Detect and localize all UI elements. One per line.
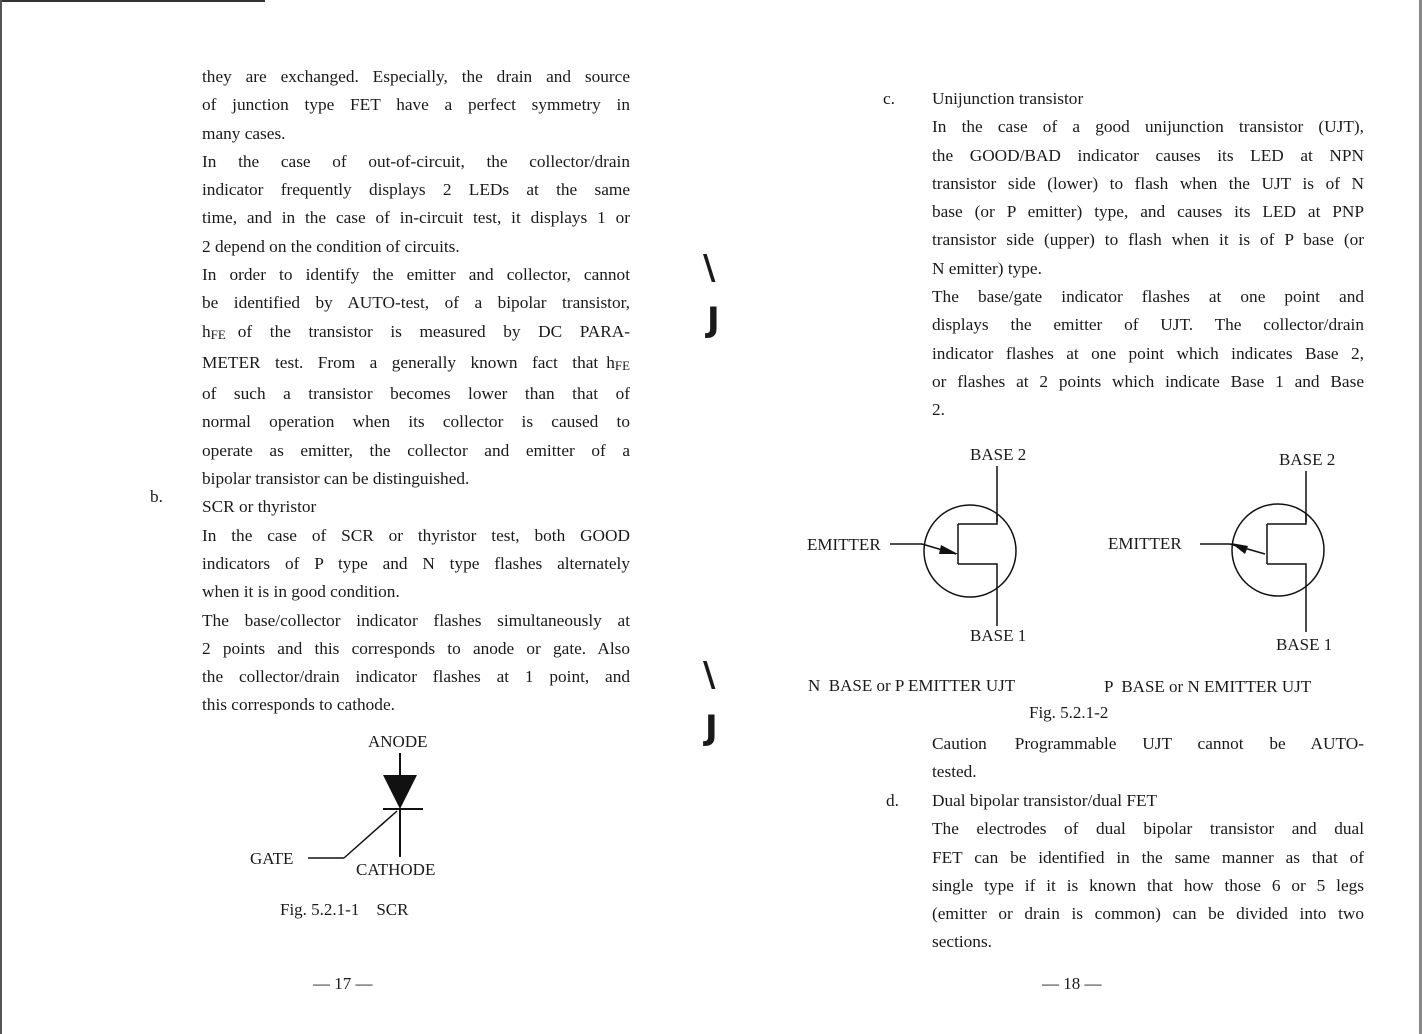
line: many cases. (202, 123, 286, 143)
scr-triangle (383, 775, 417, 809)
anode-label: ANODE (368, 732, 428, 751)
line: single type if it is known that how those 6 or 5 legs (932, 875, 1364, 895)
line: In the case of out-of-circuit, the collector/drain (202, 151, 630, 171)
gate-diagonal (344, 811, 397, 858)
ujt-right-label: P BASE or N EMITTER UJT (1104, 677, 1312, 696)
hfe-line (202, 318, 630, 349)
line: 2 depend on the condition of circuits. (202, 236, 460, 256)
line: N emitter) type. (932, 258, 1042, 278)
hfe-symbol: $h_{FE}$ (202, 321, 226, 342)
scan-edge-top (0, 0, 265, 2)
line: sections. (932, 932, 992, 952)
page-number-18: — 18 — (1042, 974, 1102, 993)
line: this corresponds to cathode. (202, 695, 395, 715)
item-b-marker: b. (150, 487, 163, 506)
ujt-n-base (807, 445, 1026, 645)
line: when it is in good condition. (202, 582, 400, 602)
item-c-heading: Unijunction transistor (932, 89, 1084, 108)
line: METER test. From a generally known fact that (202, 352, 599, 372)
line: they are exchanged. Especially, the drain and source (202, 67, 630, 86)
emitter-label: EMITTER (1108, 534, 1182, 553)
line: the collector/drain indicator flashes at 1 point, and (202, 667, 630, 687)
line: transistor side (upper) to flash when it is of P base (or (932, 230, 1364, 250)
caution-text-cont: tested. (932, 762, 977, 782)
cathode-label: CATHODE (356, 860, 436, 879)
caution-block (932, 730, 1364, 787)
line: 2 points and this corresponds to anode or gate. Also (202, 638, 630, 658)
line: The electrodes of dual bipolar transistor and dual (932, 819, 1364, 839)
right-page-text-top (932, 85, 1364, 425)
ujt-diagrams (800, 440, 1380, 670)
line: The base/gate indicator flashes at one point and (932, 287, 1364, 307)
line: base (or P emitter) type, and causes its LED at PNP (932, 202, 1364, 222)
line: 2. (932, 400, 945, 420)
caution-line (932, 730, 1364, 758)
caution-label: Caution (932, 734, 987, 753)
item-c-marker: c. (883, 89, 895, 108)
emitter-label: EMITTER (807, 535, 881, 554)
base1-label: BASE 1 (970, 626, 1027, 645)
line: or flashes at 2 points which indicate Base 1 and Base (932, 371, 1364, 391)
line: displays the emitter of UJT. The collector/drain (932, 315, 1364, 335)
gate-label: GATE (250, 849, 294, 868)
left-page-text (202, 63, 630, 720)
line: The base/collector indicator flashes simultaneously at (202, 610, 630, 630)
line: operate as emitter, the collector and emitter of a (202, 440, 630, 460)
ujt-caption: Fig. 5.2.1-2 (1029, 703, 1109, 722)
caution-text: Programmable UJT cannot be AUTO- (1014, 734, 1364, 753)
scr-caption: Fig. 5.2.1-1 SCR (280, 900, 409, 919)
line: of junction type FET have a perfect symmetry in (202, 95, 630, 115)
hfe-symbol: $h_{FE}$ (606, 352, 630, 373)
line: of such a transistor becomes lower than that of (202, 384, 630, 404)
ujt-left-label: N BASE or P EMITTER UJT (808, 676, 1016, 695)
item-d-marker: d. (886, 791, 899, 810)
line: In the case of a good unijunction transistor (UJT), (932, 117, 1364, 137)
line: transistor side (lower) to flash when the UJT is of N (932, 173, 1364, 193)
scr-diagram (240, 725, 500, 885)
line: indicator flashes at one point which indicates Base 2, (932, 343, 1364, 363)
ujt-p-base (1108, 450, 1335, 654)
binding-mark: \ (703, 248, 716, 288)
line: be identified by AUTO-test, of a bipolar transistor, (202, 293, 630, 313)
base2-label: BASE 2 (970, 445, 1027, 464)
line: (emitter or drain is common) can be divided into two (932, 904, 1364, 924)
line: indicators of P type and N type flashes alternately (202, 553, 630, 573)
binding-mark: J (705, 708, 718, 748)
base1-label: BASE 1 (1276, 635, 1333, 654)
line: In order to identify the emitter and collector, cannot (202, 265, 630, 285)
item-d-heading: Dual bipolar transistor/dual FET (932, 791, 1158, 810)
right-page-text-bottom (932, 787, 1364, 957)
line: bipolar transistor can be distinguished. (202, 469, 470, 489)
line: the GOOD/BAD indicator causes its LED at NPN (932, 145, 1364, 165)
hfe-line (202, 349, 630, 380)
line: FET can be identified in the same manner as that of (932, 847, 1364, 867)
line: of the transistor is measured by DC PARA- (237, 321, 630, 341)
binding-mark: J (707, 300, 720, 340)
binding-mark: \ (703, 655, 716, 695)
line: time, and in the case of in-circuit test, it displays 1 or (202, 208, 630, 228)
base2-label: BASE 2 (1279, 450, 1336, 469)
line: In the case of SCR or thyristor test, both GOOD (202, 525, 630, 545)
line: normal operation when its collector is caused to (202, 412, 630, 432)
scan-edge-left (0, 0, 2, 1034)
page-number-17: — 17 — (313, 974, 373, 993)
line: indicator frequently displays 2 LEDs at the same (202, 180, 630, 200)
item-b-heading: SCR or thyristor (202, 497, 317, 517)
